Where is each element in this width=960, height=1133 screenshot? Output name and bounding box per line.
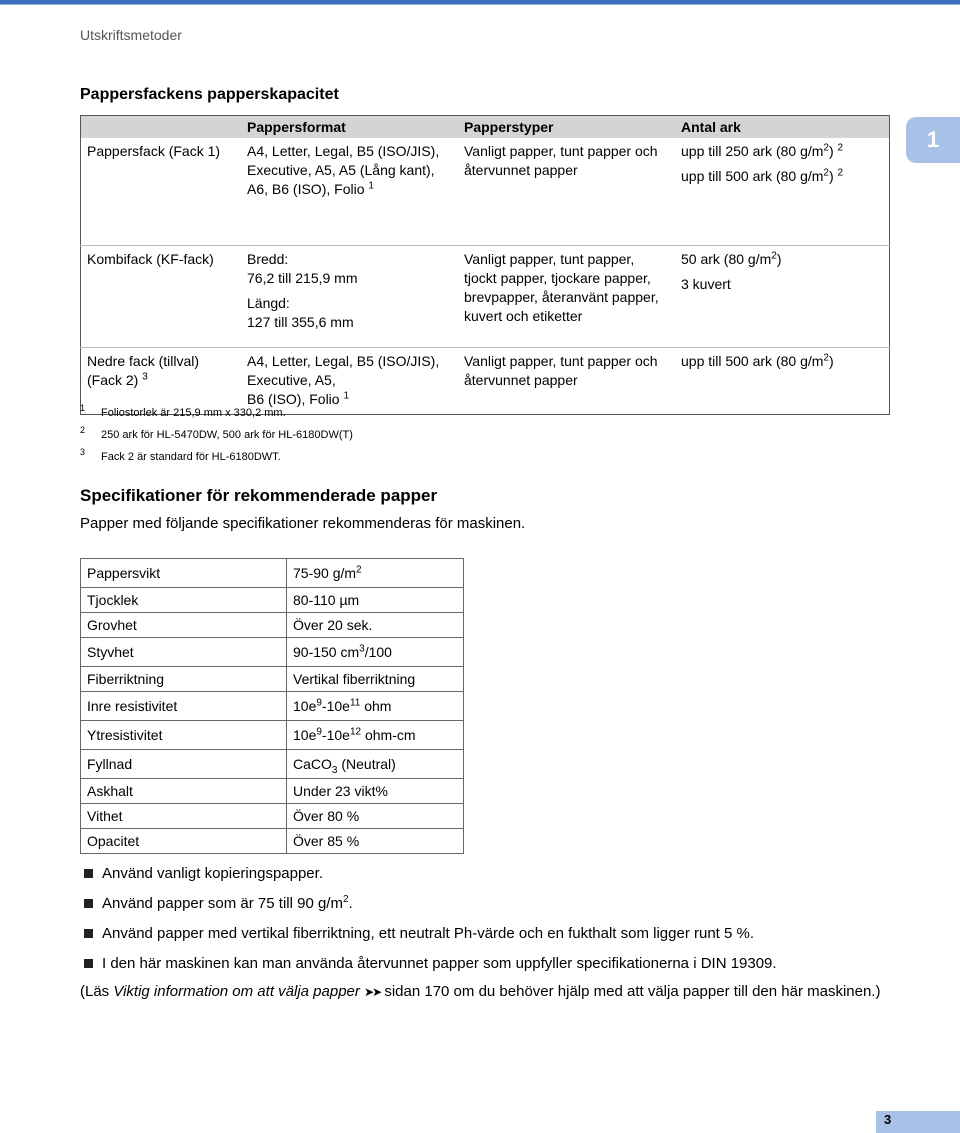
bullet-square-icon — [84, 929, 93, 938]
spec-key: Fyllnad — [81, 750, 287, 779]
spec-value: Under 23 vikt% — [287, 779, 464, 804]
footnote-number: 3 — [80, 447, 86, 457]
bullet-list — [80, 864, 777, 984]
types-cell — [458, 246, 675, 348]
spec-key: Grovhet — [81, 613, 287, 638]
spec-key: Askhalt — [81, 779, 287, 804]
footnote — [80, 446, 353, 468]
spec-value-end: (Neutral) — [337, 756, 396, 772]
amount-text: upp till 250 ark (80 g/m — [681, 143, 824, 159]
spacer — [247, 288, 452, 294]
amount-cell — [675, 246, 890, 348]
tray-name: Pappersfack (Fack 1) — [87, 143, 221, 159]
bullet-square-icon — [84, 959, 93, 968]
spec-key: Pappersvikt — [81, 559, 287, 588]
footnote-text: Fack 2 är standard för HL-6180DWT. — [101, 451, 281, 463]
spec-key: Inre resistivitet — [81, 692, 287, 721]
column-header-types: Papperstyper — [458, 116, 675, 139]
column-header-format: Pappersformat — [241, 116, 458, 139]
exponent: 9 — [316, 697, 322, 709]
spec-value-end: ohm — [360, 698, 392, 714]
spec-table — [80, 558, 464, 854]
width-value: 76,2 till 215,9 mm — [247, 270, 358, 286]
unit-exponent: 2 — [342, 894, 349, 905]
table-row — [81, 246, 890, 348]
amount-text: 50 ark (80 g/m — [681, 251, 772, 267]
footnote-ref: 2 — [837, 167, 844, 179]
spec-key: Vithet — [81, 804, 287, 829]
list-item — [80, 924, 777, 954]
unit-exponent: 3 — [359, 643, 365, 655]
spec-key: Tjocklek — [81, 588, 287, 613]
unit-exponent: 2 — [823, 167, 829, 179]
spec-value-text: 10e — [293, 698, 317, 714]
exponent: 11 — [349, 697, 361, 709]
table-row — [81, 667, 464, 692]
spec-value-text: 90-150 cm — [293, 644, 360, 660]
footnote-ref: 1 — [343, 390, 350, 402]
length-label: Längd: — [247, 295, 290, 311]
table-header-blank — [81, 116, 242, 139]
spec-value: 80-110 µm — [287, 588, 464, 613]
note-text-end: sidan 170 om du behöver hjälp med att välja papper till den här maskinen.) — [380, 983, 881, 1000]
running-header: Utskriftsmetoder — [80, 27, 182, 43]
spec-value-end: /100 — [364, 644, 392, 660]
column-header-amount: Antal ark — [675, 116, 890, 139]
bullet-text: Använd papper med vertikal fiberriktning, ett neutralt Ph-värde och en fukthalt som ligger runt 5 %. — [102, 925, 755, 942]
footnote-number: 2 — [80, 425, 86, 435]
bullet-text-end: . — [348, 895, 353, 912]
format-text: A4, Letter, Legal, B5 (ISO/JIS), Executive, A5, A5 (Lång kant), A6, B6 (ISO), Folio — [247, 143, 440, 197]
spec-value — [287, 750, 464, 779]
bullet-square-icon — [84, 899, 93, 908]
unit-exponent: 2 — [771, 250, 777, 262]
bullet-text: Använd vanligt kopieringspapper. — [102, 865, 323, 882]
table-row — [81, 750, 464, 779]
exponent: 9 — [316, 726, 322, 738]
reference-note — [80, 982, 910, 1002]
list-item — [80, 864, 777, 894]
spec-key: Fiberriktning — [81, 667, 287, 692]
reference-link[interactable]: Viktig information om att välja papper — [113, 983, 360, 1000]
footnote-text: 250 ark för HL-5470DW, 500 ark för HL-6180DW(T) — [101, 429, 353, 441]
note-text: (Läs — [80, 983, 114, 1000]
types-text: Vanligt papper, tunt papper och återvunnet papper — [464, 353, 658, 388]
capacity-table — [80, 115, 890, 415]
footnote-number: 1 — [80, 403, 86, 413]
spacer — [681, 161, 883, 167]
amount-text-end: ) — [828, 168, 838, 184]
exponent: 12 — [349, 726, 362, 738]
amount-cell — [675, 138, 890, 246]
tray-cell — [81, 138, 242, 246]
amount-cell — [675, 348, 890, 415]
unit-exponent: 2 — [823, 352, 829, 364]
table-row — [81, 559, 464, 588]
footnote-ref: 2 — [837, 142, 844, 154]
format-cell — [241, 246, 458, 348]
amount-text: upp till 500 ark (80 g/m — [681, 168, 824, 184]
table-row — [81, 829, 464, 854]
list-item — [80, 894, 777, 924]
unit-exponent: 2 — [356, 564, 362, 576]
section-title-spec: Specifikationer för rekommenderade papper — [80, 486, 438, 505]
spec-value — [287, 692, 464, 721]
footnote — [80, 424, 353, 446]
spec-value-text: CaCO — [293, 756, 332, 772]
spec-value-text: 10e — [293, 727, 317, 743]
tray-name: Kombifack (KF-fack) — [87, 251, 214, 267]
chapter-tab: 1 — [906, 117, 960, 163]
spec-value — [287, 638, 464, 667]
spec-value-end: ohm-cm — [361, 727, 416, 743]
table-row — [81, 138, 890, 246]
page-number: 3 — [884, 1112, 892, 1127]
types-text: Vanligt papper, tunt papper, tjockt papper, tjockare papper, brevpapper, återanvänt papper, kuvert och etiketter — [464, 251, 659, 324]
footnote-ref: 3 — [142, 371, 148, 383]
types-cell — [458, 138, 675, 246]
spec-value — [287, 559, 464, 588]
bullet-text: I den här maskinen kan man använda återvunnet papper som uppfyller specifikationerna i DIN 19309. — [102, 955, 777, 972]
bullet-square-icon — [84, 869, 93, 878]
table-row — [81, 638, 464, 667]
footnote-ref: 1 — [368, 180, 374, 192]
table-row — [81, 804, 464, 829]
tray-cell — [81, 246, 242, 348]
spec-value: Över 85 % — [287, 829, 464, 854]
spec-value: Vertikal fiberriktning — [287, 667, 464, 692]
tray-name: Nedre fack (tillval) — [87, 353, 200, 369]
bullet-text: Använd papper som är 75 till 90 g/m — [102, 895, 343, 912]
footnote-text: Foliostorlek är 215,9 mm x 330,2 mm. — [101, 407, 286, 419]
unit-exponent: 2 — [823, 142, 829, 154]
footnotes — [80, 402, 353, 468]
amount-text-end: ) — [776, 251, 782, 267]
spec-key: Opacitet — [81, 829, 287, 854]
format-text-end: B6 (ISO), Folio — [247, 391, 344, 407]
table-header-row — [81, 116, 890, 139]
subscript: 3 — [331, 764, 338, 776]
format-cell — [241, 138, 458, 246]
amount-text: 3 kuvert — [681, 276, 731, 292]
double-arrow-icon: ➤➤ — [364, 985, 381, 999]
top-rule-secondary — [0, 4, 960, 5]
list-item — [80, 954, 777, 984]
spec-value — [287, 721, 464, 750]
types-text: Vanligt papper, tunt papper och återvunnet papper — [464, 143, 658, 178]
types-cell — [458, 348, 675, 415]
table-row — [81, 779, 464, 804]
spacer — [681, 269, 883, 275]
footnote — [80, 402, 353, 424]
width-label: Bredd: — [247, 251, 289, 267]
length-value: 127 till 355,6 mm — [247, 314, 354, 330]
spec-value-mid: -10e — [321, 698, 350, 714]
table-row — [81, 588, 464, 613]
tray-name-suffix: (Fack 2) — [87, 372, 143, 388]
spec-key: Ytresistivitet — [81, 721, 287, 750]
spec-value-text: 75-90 g/m — [293, 565, 357, 581]
amount-text: upp till 500 ark (80 g/m — [681, 353, 824, 369]
table-row — [81, 692, 464, 721]
table-row — [81, 613, 464, 638]
spec-value: Över 80 % — [287, 804, 464, 829]
amount-text-end: ) — [828, 353, 834, 369]
table-row — [81, 721, 464, 750]
spec-value: Över 20 sek. — [287, 613, 464, 638]
amount-text-end: ) — [828, 143, 838, 159]
spec-intro: Papper med följande specifikationer rekommenderas för maskinen. — [80, 515, 526, 532]
spec-value-mid: -10e — [321, 727, 350, 743]
section-title-capacity: Pappersfackens papperskapacitet — [80, 86, 339, 103]
spec-key: Styvhet — [81, 638, 287, 667]
format-text: A4, Letter, Legal, B5 (ISO/JIS), Executive, A5, — [247, 353, 440, 388]
